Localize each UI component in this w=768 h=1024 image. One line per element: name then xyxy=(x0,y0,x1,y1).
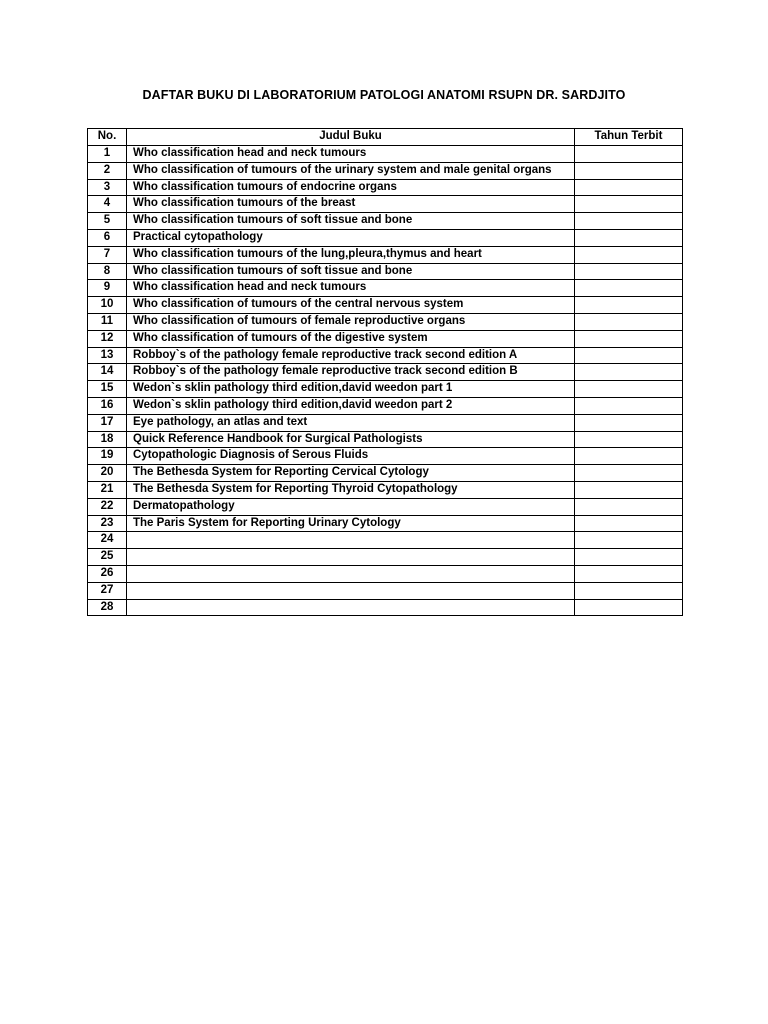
publication-year xyxy=(575,532,683,549)
table-row xyxy=(88,565,683,582)
row-number: 17 xyxy=(88,414,127,431)
table-row xyxy=(88,297,683,314)
book-title: Wedon`s sklin pathology third edition,david weedon part 1 xyxy=(127,381,575,398)
header-no: No. xyxy=(88,129,127,146)
row-number: 9 xyxy=(88,280,127,297)
book-title: Wedon`s sklin pathology third edition,david weedon part 2 xyxy=(127,397,575,414)
publication-year xyxy=(575,263,683,280)
book-title: The Bethesda System for Reporting Cervical Cytology xyxy=(127,465,575,482)
book-title: Who classification tumours of the lung,pleura,thymus and heart xyxy=(127,246,575,263)
table-row xyxy=(88,347,683,364)
table-row xyxy=(88,599,683,616)
publication-year xyxy=(575,280,683,297)
book-title: Who classification head and neck tumours xyxy=(127,146,575,163)
row-number: 25 xyxy=(88,549,127,566)
book-title: The Bethesda System for Reporting Thyroid Cytopathology xyxy=(127,481,575,498)
row-number: 15 xyxy=(88,381,127,398)
book-title xyxy=(127,549,575,566)
header-row xyxy=(88,129,683,146)
row-number: 24 xyxy=(88,532,127,549)
row-number: 20 xyxy=(88,465,127,482)
book-title: Practical cytopathology xyxy=(127,229,575,246)
book-title xyxy=(127,582,575,599)
row-number: 1 xyxy=(88,146,127,163)
table-row xyxy=(88,246,683,263)
row-number: 8 xyxy=(88,263,127,280)
table-row xyxy=(88,448,683,465)
publication-year xyxy=(575,179,683,196)
table-row xyxy=(88,397,683,414)
row-number: 2 xyxy=(88,162,127,179)
book-title: The Paris System for Reporting Urinary Cytology xyxy=(127,515,575,532)
book-title xyxy=(127,599,575,616)
publication-year xyxy=(575,431,683,448)
book-title: Who classification of tumours of the central nervous system xyxy=(127,297,575,314)
table-body xyxy=(88,146,683,616)
row-number: 26 xyxy=(88,565,127,582)
publication-year xyxy=(575,397,683,414)
publication-year xyxy=(575,364,683,381)
table-row xyxy=(88,549,683,566)
table-row xyxy=(88,162,683,179)
publication-year xyxy=(575,414,683,431)
book-title: Who classification of tumours of the urinary system and male genital organs xyxy=(127,162,575,179)
publication-year xyxy=(575,213,683,230)
publication-year xyxy=(575,330,683,347)
row-number: 12 xyxy=(88,330,127,347)
page-title: DAFTAR BUKU DI LABORATORIUM PATOLOGI ANATOMI RSUPN DR. SARDJITO xyxy=(142,88,626,102)
publication-year xyxy=(575,448,683,465)
table-row xyxy=(88,465,683,482)
publication-year xyxy=(575,582,683,599)
row-number: 22 xyxy=(88,498,127,515)
row-number: 14 xyxy=(88,364,127,381)
table-row xyxy=(88,582,683,599)
publication-year xyxy=(575,313,683,330)
book-title: Robboy`s of the pathology female reproductive track second edition A xyxy=(127,347,575,364)
row-number: 6 xyxy=(88,229,127,246)
table-header xyxy=(88,129,683,146)
table-row xyxy=(88,498,683,515)
publication-year xyxy=(575,381,683,398)
book-title: Who classification head and neck tumours xyxy=(127,280,575,297)
header-title: Judul Buku xyxy=(127,129,575,146)
table-row xyxy=(88,179,683,196)
publication-year xyxy=(575,599,683,616)
row-number: 7 xyxy=(88,246,127,263)
row-number: 19 xyxy=(88,448,127,465)
publication-year xyxy=(575,481,683,498)
publication-year xyxy=(575,347,683,364)
publication-year xyxy=(575,549,683,566)
table-row xyxy=(88,381,683,398)
book-title xyxy=(127,532,575,549)
row-number: 10 xyxy=(88,297,127,314)
table-row xyxy=(88,532,683,549)
row-number: 21 xyxy=(88,481,127,498)
table-row xyxy=(88,229,683,246)
publication-year xyxy=(575,565,683,582)
book-title: Quick Reference Handbook for Surgical Pathologists xyxy=(127,431,575,448)
row-number: 27 xyxy=(88,582,127,599)
row-number: 11 xyxy=(88,313,127,330)
book-title: Who classification tumours of the breast xyxy=(127,196,575,213)
table-row xyxy=(88,313,683,330)
book-table xyxy=(87,128,683,616)
book-title: Dermatopathology xyxy=(127,498,575,515)
publication-year xyxy=(575,297,683,314)
book-title: Who classification of tumours of the digestive system xyxy=(127,330,575,347)
publication-year xyxy=(575,498,683,515)
row-number: 18 xyxy=(88,431,127,448)
table-row xyxy=(88,196,683,213)
publication-year xyxy=(575,162,683,179)
table-row xyxy=(88,414,683,431)
book-title: Cytopathologic Diagnosis of Serous Fluids xyxy=(127,448,575,465)
table-row xyxy=(88,330,683,347)
table-row xyxy=(88,263,683,280)
row-number: 5 xyxy=(88,213,127,230)
row-number: 23 xyxy=(88,515,127,532)
publication-year xyxy=(575,246,683,263)
row-number: 28 xyxy=(88,599,127,616)
table-row xyxy=(88,431,683,448)
publication-year xyxy=(575,465,683,482)
publication-year xyxy=(575,229,683,246)
table-row xyxy=(88,146,683,163)
publication-year xyxy=(575,515,683,532)
table-row xyxy=(88,280,683,297)
book-title: Robboy`s of the pathology female reproductive track second edition B xyxy=(127,364,575,381)
book-title: Who classification of tumours of female reproductive organs xyxy=(127,313,575,330)
row-number: 3 xyxy=(88,179,127,196)
row-number: 13 xyxy=(88,347,127,364)
table-row xyxy=(88,213,683,230)
row-number: 16 xyxy=(88,397,127,414)
book-title: Eye pathology, an atlas and text xyxy=(127,414,575,431)
book-title: Who classification tumours of soft tissue and bone xyxy=(127,213,575,230)
table-row xyxy=(88,481,683,498)
table-row xyxy=(88,515,683,532)
book-title: Who classification tumours of soft tissue and bone xyxy=(127,263,575,280)
table-row xyxy=(88,364,683,381)
book-title: Who classification tumours of endocrine organs xyxy=(127,179,575,196)
header-year: Tahun Terbit xyxy=(575,129,683,146)
book-title xyxy=(127,565,575,582)
publication-year xyxy=(575,196,683,213)
publication-year xyxy=(575,146,683,163)
row-number: 4 xyxy=(88,196,127,213)
